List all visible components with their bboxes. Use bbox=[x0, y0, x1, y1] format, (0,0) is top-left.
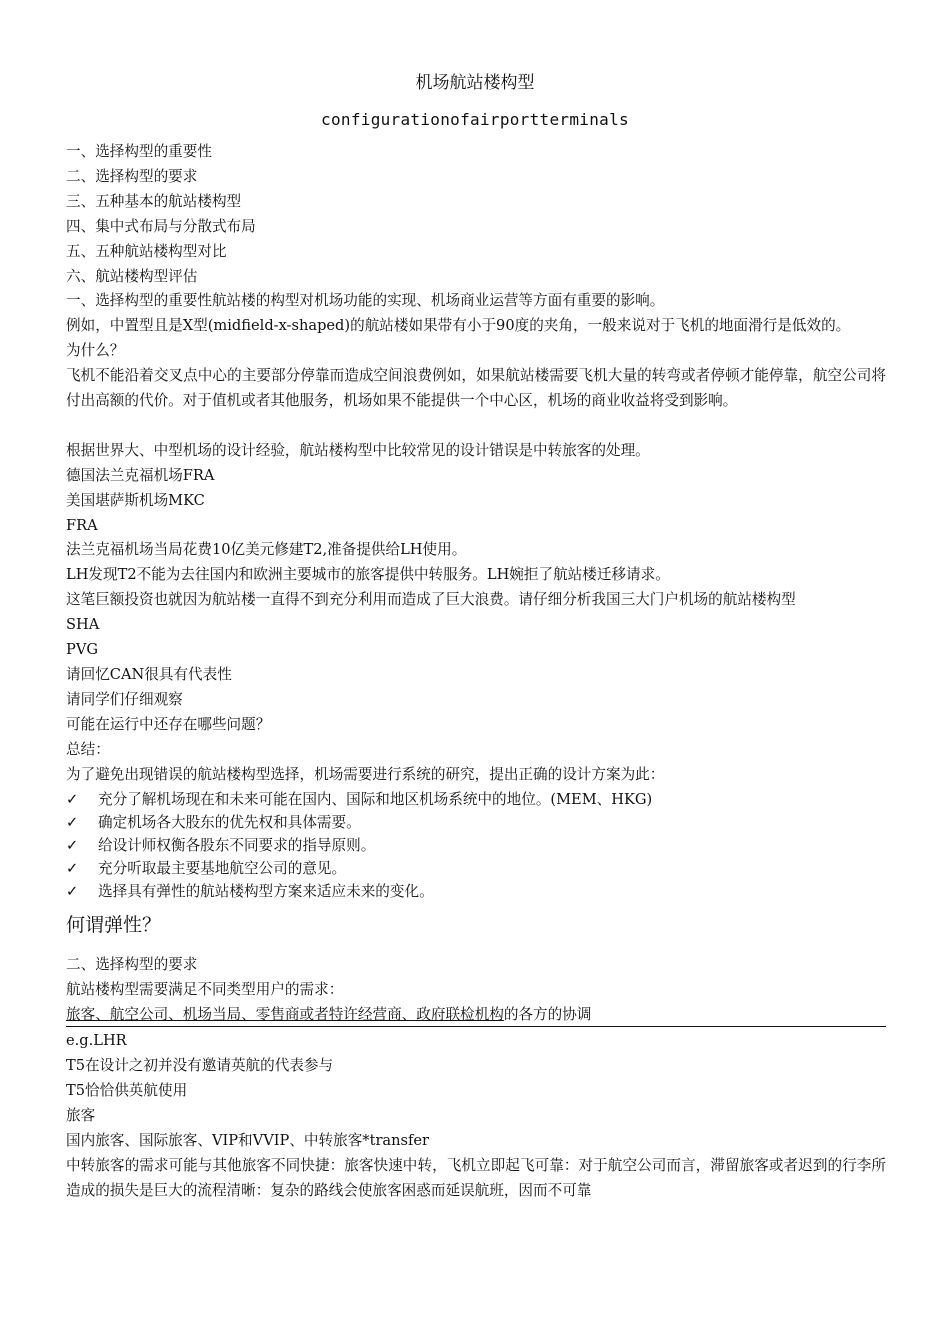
blank-line bbox=[66, 414, 886, 439]
check-mark-icon: ✓ bbox=[66, 860, 79, 878]
stakeholders-underlined: 旅客、航空公司、机场当局、零售商或者特许经营商、政府联检机构 bbox=[66, 1006, 504, 1024]
line-observe: 请同学们仔细观察 bbox=[66, 690, 183, 708]
section-2-heading: 二、选择构型的要求 bbox=[66, 956, 198, 974]
toc-item-2: 二、选择构型的要求 bbox=[66, 167, 198, 185]
check-mark-icon: ✓ bbox=[66, 883, 79, 901]
page-subtitle: configurationofairportterminals bbox=[321, 110, 629, 129]
check-mark-icon: ✓ bbox=[66, 790, 79, 808]
line-t5-use: T5恰恰供英航使用 bbox=[66, 1082, 188, 1100]
paragraph-example: 例如，中置型且是X型(midfield-x-shaped)的航站楼如果带有小于90度的夹角，一般来说对于飞机的地面滑行是低效的。 bbox=[66, 317, 851, 335]
page-title: 机场航站楼构型 bbox=[415, 73, 535, 93]
toc-item-1: 一、选择构型的重要性 bbox=[66, 143, 212, 160]
check-mark-icon: ✓ bbox=[66, 813, 79, 831]
checklist-text: 充分了解机场现在和未来可能在国内、国际和地区机场系统中的地位。(MEM、HKG) bbox=[98, 790, 653, 808]
line-pvg: PVG bbox=[66, 641, 99, 659]
check-mark-icon: ✓ bbox=[66, 836, 79, 854]
line-sha: SHA bbox=[66, 616, 100, 634]
line-fra-t2: 法兰克福机场当局花费10亿美元修建T2,准备提供给LH使用。 bbox=[66, 541, 467, 559]
paragraph-importance: 一、选择构型的重要性航站楼的构型对机场功能的实现、机场商业运营等方面有重要的影响。 bbox=[66, 292, 665, 310]
checklist-text: 充分听取最主要基地航空公司的意见。 bbox=[98, 860, 347, 878]
question-why: 为什么？ bbox=[66, 342, 125, 360]
stakeholders-rest: 的各方的协调 bbox=[503, 1006, 592, 1024]
checklist-item bbox=[66, 834, 886, 857]
paragraph-waste: 这笔巨额投资也就因为航站楼一直得不到充分利用而造成了巨大浪费。请仔细分析我国三大门户机场的航站楼构型 bbox=[66, 591, 796, 609]
toc-item-5: 五、五种航站楼构型对比 bbox=[66, 242, 227, 260]
paragraph-transfer: 中转旅客的需求可能与其他旅客不同快捷：旅客快速中转，飞机立即起飞可靠：对于航空公司而言，滞留旅客或者迟到的行李所造成的损失是巨大的流程清晰：复杂的路线会使旅客困惑而延误航班，因而不可靠 bbox=[66, 1156, 886, 1199]
line-mkc-name: 美国堪萨斯机场MKC bbox=[66, 491, 205, 509]
toc-item-4: 四、集中式布局与分散式布局 bbox=[66, 217, 256, 235]
line-passenger: 旅客 bbox=[66, 1106, 96, 1124]
toc-item-6: 六、航站楼构型评估 bbox=[66, 267, 198, 285]
document-body bbox=[66, 140, 886, 1204]
checklist-item bbox=[66, 880, 886, 903]
line-summary-intro: 为了避免出现错误的航站楼构型选择，机场需要进行系统的研究，提出正确的设计方案为此： bbox=[66, 765, 665, 783]
toc-item-3: 三、五种基本的航站楼构型 bbox=[66, 192, 242, 210]
paragraph-experience: 根据世界大、中型机场的设计经验，航站楼构型中比较常见的设计错误是中转旅客的处理。 bbox=[66, 441, 650, 459]
checklist-item bbox=[66, 788, 886, 811]
checklist-text: 确定机场各大股东的优先权和具体需要。 bbox=[98, 813, 361, 831]
line-fra-name: 德国法兰克福机场FRA bbox=[66, 466, 215, 484]
checklist-text: 选择具有弹性的航站楼构型方案来适应未来的变化。 bbox=[98, 883, 434, 901]
line-can: 请回忆CAN很具有代表性 bbox=[66, 666, 232, 684]
line-problems: 可能在运行中还存在哪些问题？ bbox=[66, 715, 271, 733]
checklist-text: 给设计师权衡各股东不同要求的指导原则。 bbox=[98, 836, 376, 854]
line-summary: 总结： bbox=[66, 740, 110, 758]
line-fra: FRA bbox=[66, 516, 98, 534]
checklist-item bbox=[66, 857, 886, 880]
line-eg: e.g.LHR bbox=[66, 1032, 127, 1050]
line-lh-refuse: LH发现T2不能为去往国内和欧洲主要城市的旅客提供中转服务。LH婉拒了航站楼迁移请求。 bbox=[66, 566, 670, 584]
heading-elastic: 何谓弹性？ bbox=[66, 914, 162, 937]
line-t5-design: T5在设计之初并没有邀请英航的代表参与 bbox=[66, 1057, 334, 1075]
line-passenger-types: 国内旅客、国际旅客、VIP和VVIP、中转旅客*transfer bbox=[66, 1131, 430, 1149]
paragraph-reason: 飞机不能沿着交叉点中心的主要部分停靠而造成空间浪费例如，如果航站楼需要飞机大量的转弯或者停顿才能停靠，航空公司将付出高额的代价。对于值机或者其他服务，机场如果不能提供一个中心区，机场的商业收益将受到影响。 bbox=[66, 367, 886, 410]
checklist-item bbox=[66, 811, 886, 834]
stakeholders-line bbox=[66, 1003, 886, 1028]
section-2-intro: 航站楼构型需要满足不同类型用户的需求： bbox=[66, 981, 344, 999]
